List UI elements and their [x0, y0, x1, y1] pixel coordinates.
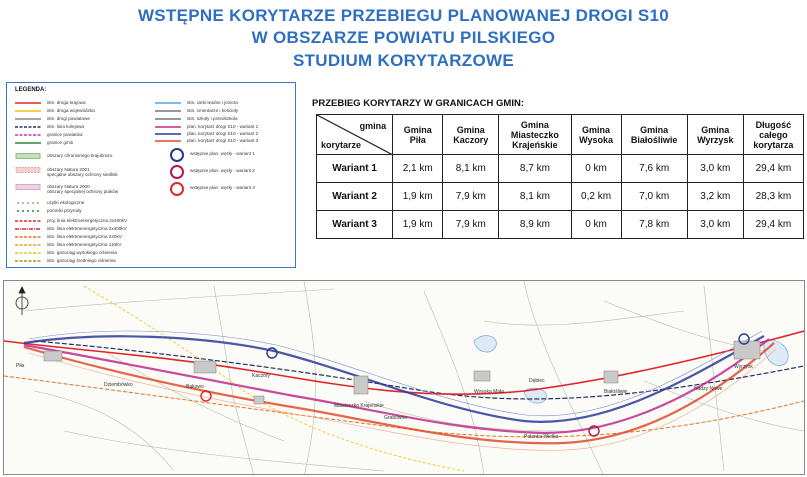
legend-symbol [13, 116, 43, 122]
legend-symbol [13, 226, 43, 232]
legend-panel [6, 82, 296, 268]
map-place-label: Kaczory [252, 373, 271, 379]
table-body [317, 155, 804, 239]
legend-node-ring-icon [170, 182, 184, 196]
table-cell: 28,3 km [743, 183, 803, 211]
legend-symbol [13, 100, 43, 106]
legend-symbol [13, 167, 43, 173]
title-line-1: WSTĘPNE KORYTARZE PRZEBIEGU PLANOWANEJ DROGI S10 [137, 6, 670, 25]
legend-symbol [13, 108, 43, 114]
table-cell: 0,2 km [571, 183, 621, 211]
map-place-label: Bąkowo [186, 384, 204, 390]
legend-item-label: istn. cmentarze i kościoły [187, 107, 239, 113]
table-cell: 0 km [571, 155, 621, 183]
table-cell: 8,1 km [499, 183, 571, 211]
gas-pipeline [84, 286, 464, 471]
map-place-label: Białośliwie [604, 389, 628, 395]
table-row [317, 183, 804, 211]
legend-item-label: istn. gazociąg wysokiego ciśnienia [47, 249, 117, 255]
legend-item-label: istn. linia elektroenergetyczna 220kV [47, 233, 122, 239]
node-wariant-3-a [201, 391, 211, 401]
corner-label-gmina: gmina [359, 121, 387, 131]
legend-symbol [13, 234, 43, 240]
map-place-label: Miasteczko Krajeńskie [334, 403, 384, 409]
legend-symbol [153, 100, 183, 106]
table-header-row [317, 115, 804, 155]
table-header-cell: Gmina Wyrzysk [687, 115, 743, 155]
legend-item-label: plan. korytarz drogi S10 - wariant 2 [187, 130, 259, 136]
legend-item-label: użytki ekologiczne [47, 199, 85, 205]
legend-item-label: istn. linia kolejowa [47, 123, 85, 129]
table-cell: 3,0 km [687, 155, 743, 183]
legend-node-label: wstępnie plan. węzły - wariant 3 [190, 185, 255, 190]
table-cell: 29,4 km [743, 155, 803, 183]
table-corner-cell [317, 115, 393, 155]
table-row [317, 211, 804, 239]
map-place-label: Grabówno [384, 415, 408, 421]
table-cell: 8,1 km [443, 155, 499, 183]
railway-line [34, 341, 804, 399]
legend-item-label: plan. korytarz drogi S10 - wariant 1 [187, 123, 259, 129]
commune-length-table [316, 114, 804, 239]
table-cell: 8,9 km [499, 211, 571, 239]
table-cell: 7,9 km [443, 211, 499, 239]
legend-symbol [153, 116, 183, 122]
corner-label-korytarze: korytarze [321, 140, 362, 150]
legend-node-label: wstępnie plan. węzły - wariant 2 [190, 168, 255, 173]
table-cell: 7,8 km [621, 211, 687, 239]
legend-item-label: obszary Natura 2001 specjalne obszary ochrony siedlisk [47, 166, 118, 177]
legend-item-label: istn. gazociąg średniego ciśnienia [47, 257, 116, 263]
table-row-label: Wariant 2 [317, 183, 393, 211]
table-cell: 2,1 km [393, 155, 443, 183]
legend-symbol [153, 108, 183, 114]
map-place-label: Dębiec [529, 378, 545, 384]
map-place-label: Piła [16, 363, 25, 369]
legend-item-label: granice powiatów [47, 131, 83, 137]
map-place-label: Wyrzysk [734, 364, 753, 370]
legend-symbol [13, 218, 43, 224]
legend-symbol [13, 258, 43, 264]
legend-node-label: wstępnie plan. węzły - wariant 1 [190, 151, 255, 156]
legend-node-ring-icon [170, 165, 184, 179]
table-cell: 7,6 km [621, 155, 687, 183]
legend-item-label: istn. cieki wodne i jeziora [187, 99, 238, 105]
legend-item-label: plan. korytarz drogi S10 - wariant 3 [187, 137, 259, 143]
legend-symbol [153, 131, 183, 137]
table-cell: 8,7 km [499, 155, 571, 183]
legend-item-label: proj. linia elektroenergetyczna 2x400kV [47, 217, 128, 223]
table-cell: 0 km [571, 211, 621, 239]
table-cell: 29,4 km [743, 211, 803, 239]
legend-item-label: obszary Natura 2000 obszary specjalnej ochrony ptaków [47, 183, 119, 194]
legend-item-label: pomniki przyrody [47, 207, 82, 213]
legend-symbol [13, 242, 43, 248]
table-header-cell: Gmina Miasteczko Krajeńskie [499, 115, 571, 155]
legend-item-label: granice gmin [47, 139, 74, 145]
legend-symbol [13, 200, 43, 206]
map-canvas [4, 281, 805, 475]
table-header-cell: Długość całego korytarza [743, 115, 803, 155]
legend-item-label: obszary chronionego krajobrazu [47, 152, 113, 158]
legend-item-label: istn. droga krajowa [47, 99, 86, 105]
table-caption: PRZEBIEG KORYTARZY W GRANICACH GMIN: [312, 98, 524, 109]
legend-item-label: istn. droga wojewódzka [47, 107, 95, 113]
table-header-cell: Gmina Białośliwie [621, 115, 687, 155]
corridor-wariant-3-edge [29, 349, 776, 450]
legend-item-label: istn. linia elektroenergetyczna 110kV [47, 241, 122, 247]
legend-item-label: istn. linia elektroenergetyczna 2x400kV [47, 225, 127, 231]
legend-symbol [13, 208, 43, 214]
table-cell: 3,2 km [687, 183, 743, 211]
legend-symbol [13, 250, 43, 256]
table-cell: 3,0 km [687, 211, 743, 239]
legend-symbol [153, 124, 183, 130]
table-row-label: Wariant 1 [317, 155, 393, 183]
legend-symbol [13, 132, 43, 138]
table-header-cell: Gmina Piła [393, 115, 443, 155]
title-line-3: STUDIUM KORYTARZOWE [292, 51, 514, 70]
table-cell: 7,9 km [443, 183, 499, 211]
table-cell: 1,9 km [393, 211, 443, 239]
table-header-cell: Gmina Kaczory [443, 115, 499, 155]
legend-symbol [13, 153, 43, 159]
legend-node-ring-icon [170, 148, 184, 162]
legend-symbol [13, 140, 43, 146]
map-place-label: Nadzy Nowe [694, 386, 723, 392]
legend-item-label: istn. drogi powiatowe [47, 115, 90, 121]
legend-item-label: istn. szkoły i przedszkola [187, 115, 238, 121]
legend-symbol [153, 138, 183, 144]
legend-title: LEGENDA: [15, 87, 47, 93]
table-row-label: Wariant 3 [317, 211, 393, 239]
corridor-map [3, 280, 805, 475]
table-header-cell: Gmina Wysoka [571, 115, 621, 155]
map-place-label: Dziembówko [104, 382, 133, 388]
title-line-2: W OBSZARZE POWIATU PILSKIEGO [251, 28, 556, 47]
table-row [317, 155, 804, 183]
table-cell: 1,9 km [393, 183, 443, 211]
legend-symbol [13, 124, 43, 130]
map-place-label: Polanka Wielka [524, 434, 559, 440]
map-place-label: Wysoka Mała [474, 389, 504, 395]
corridor-wariant-2-edge [29, 331, 762, 416]
legend-symbol [13, 184, 43, 190]
table-cell: 7,0 km [621, 183, 687, 211]
